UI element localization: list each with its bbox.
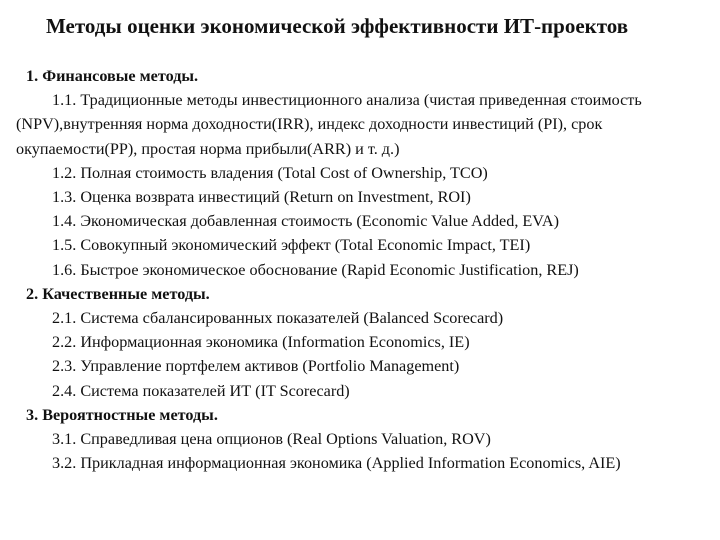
slide-title: Методы оценки экономической эффективности ИТ-проектов (46, 14, 629, 38)
list-item: 1.2. Полная стоимость владения (Total Cost of Ownership, TCO) (52, 163, 488, 182)
methods-list (16, 64, 716, 475)
list-item: 1.3. Оценка возврата инвестиций (Return on Investment, ROI) (52, 188, 471, 207)
section-heading-qualitative: 2. Качественные методы. (26, 284, 210, 303)
list-item: 1.5. Совокупный экономический эффект (Total Economic Impact, TEI) (52, 236, 531, 255)
list-item: 1.6. Быстрое экономическое обоснование (Rapid Economic Justification, REJ) (52, 260, 579, 279)
list-item: 2.2. Информационная экономика (Information Economics, IE) (52, 333, 470, 352)
list-item: 3.2. Прикладная информационная экономика (Applied Information Economics, AIE) (52, 454, 621, 473)
list-item: 1.4. Экономическая добавленная стоимость (Economic Value Added, EVA) (52, 212, 559, 231)
list-item: 1.1. Традиционные методы инвестиционного анализа (чистая приведенная стоимость (NPV),внутренняя норма доходности(IRR), индекс доходности инвестиций (PI), срок окупаемости(PP), простая норма прибыли(ARR) и т. д.) (16, 91, 642, 158)
list-item: 2.1. Система сбалансированных показателей (Balanced Scorecard) (52, 309, 504, 328)
list-item: 2.4. Система показателей ИТ (IT Scorecard) (52, 381, 350, 400)
section-heading-financial: 1. Финансовые методы. (26, 67, 199, 85)
list-item: 3.1. Справедливая цена опционов (Real Options Valuation, ROV) (52, 430, 491, 449)
list-item: 2.3. Управление портфелем активов (Portfolio Management) (52, 357, 460, 376)
section-heading-probabilistic: 3. Вероятностные методы. (26, 405, 218, 424)
